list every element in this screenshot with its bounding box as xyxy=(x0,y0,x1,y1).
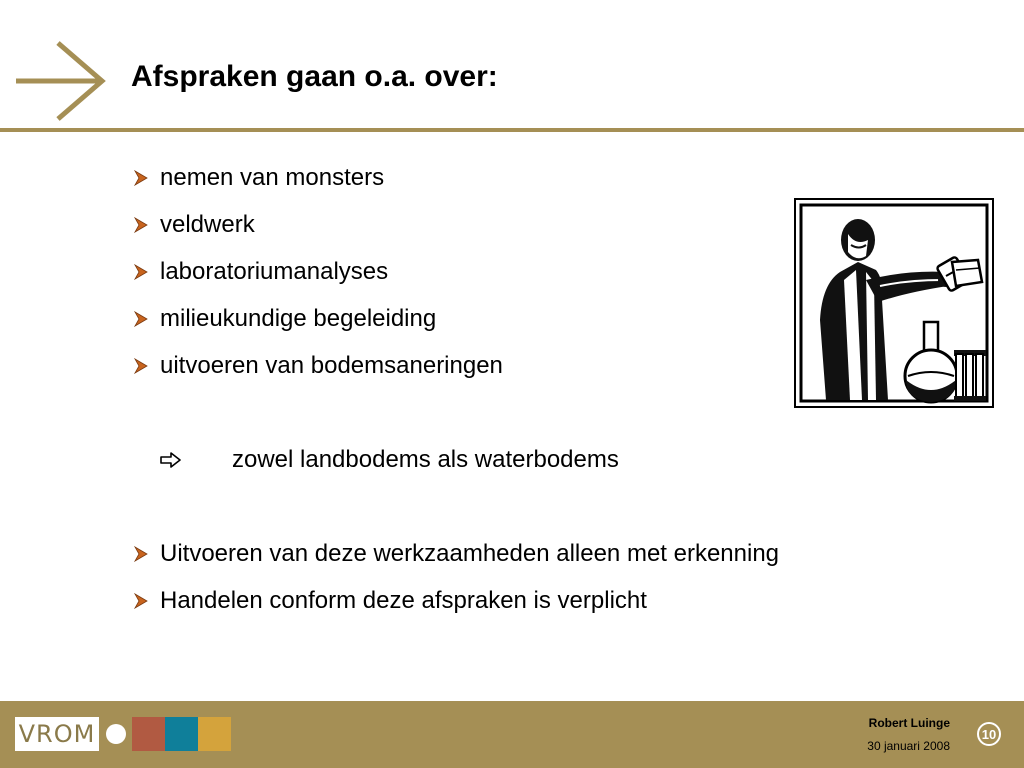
list-item xyxy=(132,254,388,290)
color-swatch-red xyxy=(132,717,165,751)
bullet-text: veldwerk xyxy=(160,211,255,238)
sub-note-text: zowel landbodems als waterbodems xyxy=(232,446,619,473)
bullet-arrow-icon xyxy=(132,207,160,243)
logo-dot xyxy=(106,724,126,744)
color-swatch-yellow xyxy=(198,717,231,751)
list-item xyxy=(132,160,384,196)
vrom-logo-text: VROM xyxy=(18,720,96,748)
bullet-text: uitvoeren van bodemsaneringen xyxy=(160,352,503,379)
title-divider xyxy=(0,128,1024,132)
bullet-text: laboratoriumanalyses xyxy=(160,258,389,285)
list-item xyxy=(132,207,255,243)
list-item xyxy=(132,536,779,572)
list-item xyxy=(132,348,503,384)
bullet-arrow-icon xyxy=(132,348,160,384)
chemist-clipart xyxy=(794,198,994,408)
list-item xyxy=(132,301,436,337)
presentation-date: 30 januari 2008 xyxy=(867,739,950,753)
slide-title: Afspraken gaan o.a. over: xyxy=(131,60,498,93)
bullet-arrow-icon xyxy=(132,536,160,572)
bullet-arrow-icon xyxy=(132,583,160,619)
bullet-text: Uitvoeren van deze werkzaamheden alleen met erkenning xyxy=(160,540,780,567)
chemist-pouring-flask-icon xyxy=(796,200,992,406)
color-swatch-blue xyxy=(165,717,198,751)
footer-bar xyxy=(0,701,1024,768)
bullet-arrow-icon xyxy=(132,160,160,196)
vrom-logo xyxy=(15,717,99,751)
bullet-text: milieukundige begeleiding xyxy=(160,305,437,332)
page-number: 10 xyxy=(977,722,1001,746)
bullet-text: Handelen conform deze afspraken is verplicht xyxy=(160,587,647,614)
outline-arrow-icon xyxy=(160,442,232,478)
bullet-arrow-icon xyxy=(132,254,160,290)
bullet-arrow-icon xyxy=(132,301,160,337)
arrow-logo-icon xyxy=(14,40,106,124)
bullet-text: nemen van monsters xyxy=(160,164,385,191)
author-name: Robert Luinge xyxy=(868,716,950,730)
sub-note xyxy=(160,442,619,478)
list-item xyxy=(132,583,647,619)
